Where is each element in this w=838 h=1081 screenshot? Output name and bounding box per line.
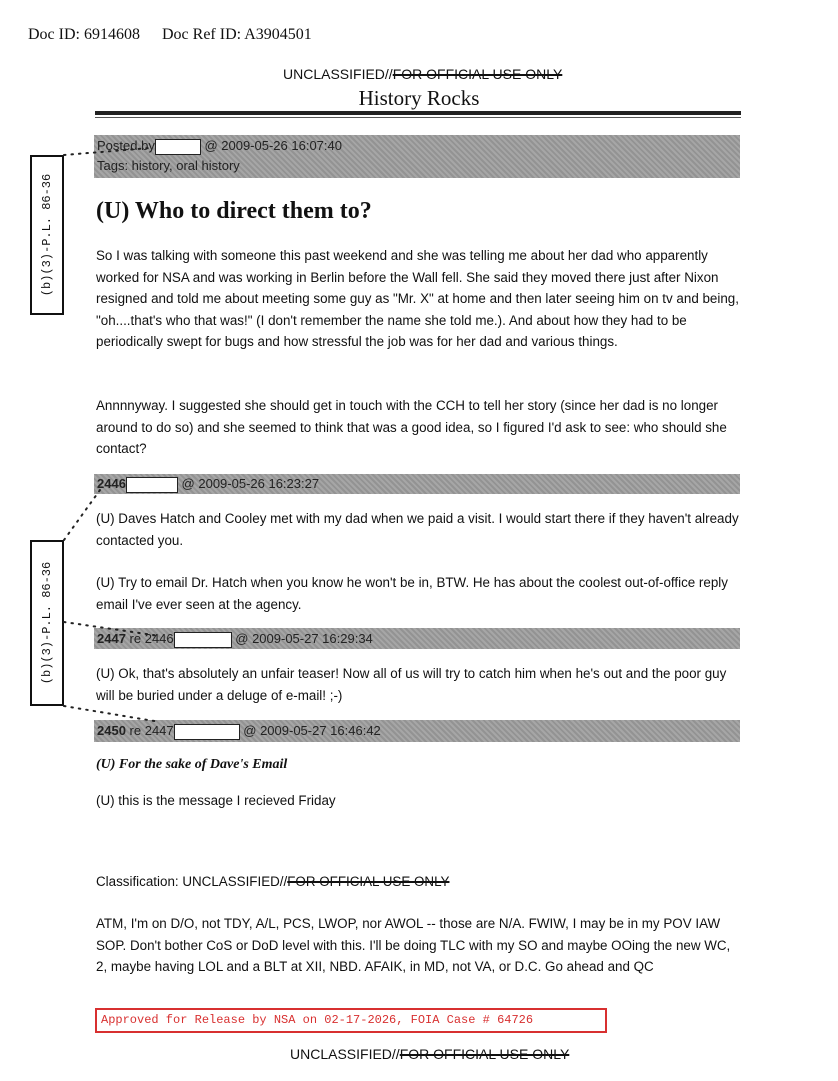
- exemption-label: (b)(3)-P.L. 86-36: [40, 173, 54, 297]
- classification-prefix: UNCLASSIFIED//: [283, 66, 393, 82]
- leader-line: [64, 148, 150, 155]
- comment-heading-2450: (U) For the sake of Dave's Email: [96, 757, 288, 772]
- comment-timestamp: @ 2009-05-27 16:46:42: [243, 723, 381, 738]
- email-classification-struck: FOR OFFICIAL USE ONLY: [287, 874, 450, 889]
- leader-line: [64, 706, 160, 722]
- comment-reply-to: re 2447: [129, 723, 174, 738]
- email-body-text: ATM, I'm on D/O, not TDY, A/L, PCS, LWOP, nor AWOL -- those are N/A. FWIW, I may be in my POV IAW SOP. Don't bother CoS or DoD level with this. I'll be doing TLC with my SO and maybe OOing the new WC, 2, maybe having LOL and a BLT at XII, NBD. AFAIK, in MD, not VA, or D.C. Go ahead and QC: [96, 916, 731, 974]
- post-paragraph-text: Annnnyway. I suggested she should get in touch with the CCH to tell her story (since her dad is no longer around to do so) and she seemed to think that was a good idea, so I figured I'd ask to see: who should she contact?: [96, 398, 727, 456]
- classification-struck: FOR OFFICIAL USE ONLY: [399, 1046, 570, 1062]
- leader-line: [64, 622, 160, 636]
- comment-paragraph: (U) this is the message I recieved Friday: [96, 793, 336, 808]
- classification-struck: FOR OFFICIAL USE ONLY: [392, 66, 563, 82]
- leader-line: [64, 490, 100, 540]
- comment-id: 2446: [97, 476, 126, 491]
- doc-id: Doc ID: 6914608: [28, 26, 140, 43]
- release-stamp: Approved for Release by NSA on 02-17-2026, FOIA Case # 64726: [95, 1008, 607, 1033]
- posted-by-label: Posted by: [97, 138, 155, 153]
- post-paragraph-text: So I was talking with someone this past weekend and she was telling me about her dad who apparently worked for NSA and was working in Berlin before the Wall fell. She said they moved there just after Nixon resigned and told me about meeting some guy as "Mr. X" at home and then later seeing him on tv and being, "oh....that's who that was!" (I don't remember the name she told me.). And about how they had to be periodically swept for bugs and how stressful the job was for her dad and various things.: [96, 248, 739, 349]
- comment-reply-to: re 2446: [129, 631, 174, 646]
- comment-timestamp: @ 2009-05-26 16:23:27: [181, 476, 320, 491]
- post-timestamp: @ 2009-05-26 16:07:40: [204, 138, 342, 153]
- doc-ref-id: Doc Ref ID: A3904501: [161, 26, 312, 43]
- comment-id: 2450: [97, 723, 126, 738]
- post-tags: Tags: history, oral history: [97, 158, 240, 173]
- post-title: (U) Who to direct them to?: [96, 198, 372, 224]
- comment-id: 2447: [97, 631, 126, 646]
- comment-timestamp: @ 2009-05-27 16:29:34: [235, 631, 373, 646]
- classification-prefix: UNCLASSIFIED//: [290, 1046, 400, 1062]
- exemption-label: (b)(3)-P.L. 86-36: [40, 561, 54, 685]
- blog-title: History Rocks: [358, 86, 480, 110]
- comment-paragraph: (U) Daves Hatch and Cooley met with my dad when we paid a visit. I would start there if they haven't already contacted you.: [96, 511, 739, 548]
- bottom-classification-banner: [290, 1046, 569, 1062]
- comment-paragraph: (U) Ok, that's absolutely an unfair teaser! Now all of us will try to catch him when he's out and the poor guy will be buried under a deluge of e-mail! ;-): [96, 666, 727, 703]
- email-classification-label: Classification: UNCLASSIFIED//: [96, 874, 288, 889]
- comment-paragraph: (U) Try to email Dr. Hatch when you know he won't be in, BTW. He has about the coolest out-of-office reply email I've ever seen at the agency.: [96, 575, 728, 612]
